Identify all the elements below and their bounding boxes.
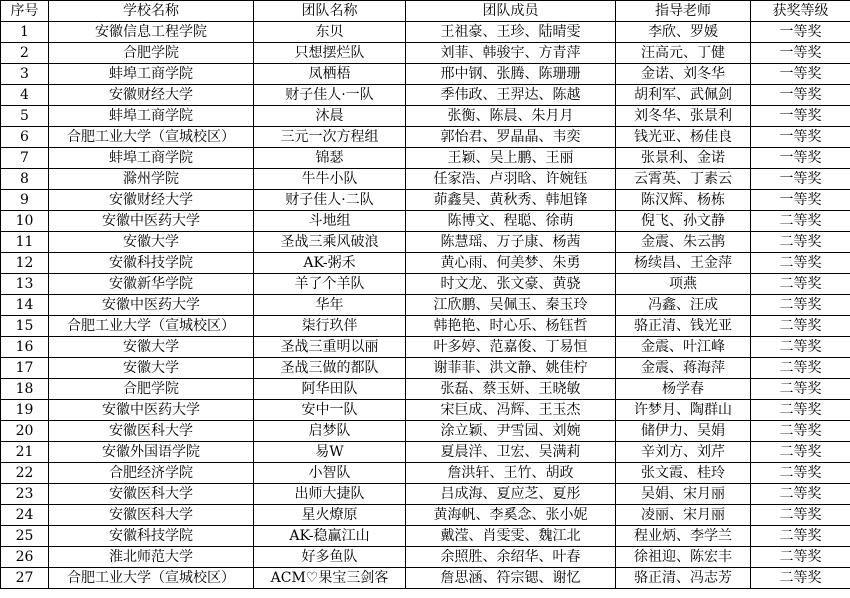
- cell-school: 淮北师范大学: [49, 547, 254, 568]
- cell-members: 詹洪轩、王竹、胡政: [406, 463, 616, 484]
- cell-advisors: 程业炳、李学兰: [616, 526, 751, 547]
- cell-index: 13: [1, 274, 49, 295]
- cell-team: 只想摆烂队: [254, 43, 406, 64]
- cell-index: 11: [1, 232, 49, 253]
- cell-team: 锦瑟: [254, 148, 406, 169]
- cell-school: 合肥学院: [49, 43, 254, 64]
- cell-advisors: 金震、叶江峰: [616, 337, 751, 358]
- cell-index: 21: [1, 442, 49, 463]
- cell-team: 星火燎原: [254, 505, 406, 526]
- cell-members: 江欣鹏、吴佩玉、秦玉玲: [406, 295, 616, 316]
- cell-award: 二等奖: [751, 379, 850, 400]
- cell-index: 14: [1, 295, 49, 316]
- cell-advisors: 胡利军、武佩剑: [616, 85, 751, 106]
- cell-advisors: 杨续昌、王金萍: [616, 253, 751, 274]
- cell-index: 16: [1, 337, 49, 358]
- cell-team: 圣战三重明以丽: [254, 337, 406, 358]
- cell-school: 安徽外国语学院: [49, 442, 254, 463]
- header-index: 序号: [1, 1, 49, 22]
- cell-award: 一等奖: [751, 43, 850, 64]
- cell-team: 华年: [254, 295, 406, 316]
- cell-index: 24: [1, 505, 49, 526]
- table-row: [1, 442, 850, 463]
- cell-award: 二等奖: [751, 568, 850, 589]
- cell-advisors: 金震、朱云鹊: [616, 232, 751, 253]
- cell-advisors: 陈汉辉、杨栋: [616, 190, 751, 211]
- cell-index: 10: [1, 211, 49, 232]
- table-row: [1, 568, 850, 589]
- cell-members: 郭怡君、罗晶晶、韦奕: [406, 127, 616, 148]
- cell-advisors: 储伊力、吴娟: [616, 421, 751, 442]
- table-row: [1, 64, 850, 85]
- cell-school: 安徽大学: [49, 232, 254, 253]
- cell-members: 任家浩、卢羽晗、许婉钰: [406, 169, 616, 190]
- table-row: [1, 400, 850, 421]
- cell-school: 合肥工业大学（宣城校区）: [49, 316, 254, 337]
- cell-members: 张磊、蔡玉妍、王晓敏: [406, 379, 616, 400]
- cell-school: 安徽中医药大学: [49, 295, 254, 316]
- header-advisors: 指导老师: [616, 1, 751, 22]
- cell-team: 安中一队: [254, 400, 406, 421]
- cell-members: 刘菲、韩骏宇、方青萍: [406, 43, 616, 64]
- cell-school: 合肥经济学院: [49, 463, 254, 484]
- cell-school: 蚌埠工商学院: [49, 106, 254, 127]
- cell-advisors: 金震、蒋海萍: [616, 358, 751, 379]
- cell-award: 二等奖: [751, 505, 850, 526]
- cell-advisors: 冯鑫、汪成: [616, 295, 751, 316]
- cell-school: 安徽中医药大学: [49, 400, 254, 421]
- cell-members: 夏晨洋、卫宏、吴满莉: [406, 442, 616, 463]
- cell-members: 叶多婷、范嘉俊、丁易恒: [406, 337, 616, 358]
- cell-school: 安徽信息工程学院: [49, 22, 254, 43]
- cell-advisors: 许梦月、陶群山: [616, 400, 751, 421]
- cell-members: 韩艳艳、时心乐、杨钰哲: [406, 316, 616, 337]
- cell-award: 一等奖: [751, 22, 850, 43]
- table-row: [1, 85, 850, 106]
- cell-advisors: 项燕: [616, 274, 751, 295]
- cell-award: 二等奖: [751, 463, 850, 484]
- table-row: [1, 148, 850, 169]
- cell-award: 二等奖: [751, 316, 850, 337]
- cell-advisors: 骆正清、冯志芳: [616, 568, 751, 589]
- cell-index: 6: [1, 127, 49, 148]
- table-row: [1, 274, 850, 295]
- cell-advisors: 辛刘方、刘芹: [616, 442, 751, 463]
- cell-index: 27: [1, 568, 49, 589]
- cell-award: 一等奖: [751, 106, 850, 127]
- cell-advisors: 李欣、罗媛: [616, 22, 751, 43]
- cell-members: 詹思涵、符宗锶、谢忆: [406, 568, 616, 589]
- table-row: [1, 211, 850, 232]
- table-row: [1, 421, 850, 442]
- table-row: [1, 358, 850, 379]
- cell-team: AK-粥禾: [254, 253, 406, 274]
- cell-award: 二等奖: [751, 400, 850, 421]
- table-body: [1, 22, 850, 589]
- cell-school: 安徽科技学院: [49, 253, 254, 274]
- cell-award: 二等奖: [751, 358, 850, 379]
- table-row: [1, 295, 850, 316]
- cell-award: 二等奖: [751, 253, 850, 274]
- cell-index: 25: [1, 526, 49, 547]
- cell-award: 二等奖: [751, 442, 850, 463]
- cell-award: 二等奖: [751, 295, 850, 316]
- cell-index: 9: [1, 190, 49, 211]
- cell-school: 安徽财经大学: [49, 85, 254, 106]
- cell-team: 启梦队: [254, 421, 406, 442]
- table-row: [1, 22, 850, 43]
- cell-members: 戴滢、肖雯雯、魏江北: [406, 526, 616, 547]
- cell-award: 一等奖: [751, 169, 850, 190]
- cell-award: 一等奖: [751, 190, 850, 211]
- table-row: [1, 43, 850, 64]
- cell-school: 安徽医科大学: [49, 484, 254, 505]
- table-row: [1, 484, 850, 505]
- table-row: [1, 127, 850, 148]
- cell-members: 涂立颖、尹雪园、刘婉: [406, 421, 616, 442]
- cell-team: 阿华田队: [254, 379, 406, 400]
- cell-award: 二等奖: [751, 211, 850, 232]
- cell-advisors: 骆正清、钱光亚: [616, 316, 751, 337]
- cell-advisors: 徐祖迎、陈宏丰: [616, 547, 751, 568]
- cell-advisors: 刘冬华、张景利: [616, 106, 751, 127]
- cell-members: 季伟政、王羿达、陈越: [406, 85, 616, 106]
- cell-team: ACM♡果宝三剑客: [254, 568, 406, 589]
- cell-team: 出师大捷队: [254, 484, 406, 505]
- cell-school: 安徽财经大学: [49, 190, 254, 211]
- cell-members: 黄心雨、何美梦、朱勇: [406, 253, 616, 274]
- cell-members: 余照胜、余绍华、叶春: [406, 547, 616, 568]
- cell-members: 陈博文、程聪、徐萌: [406, 211, 616, 232]
- cell-team: 圣战三乘风破浪: [254, 232, 406, 253]
- header-award: 获奖等级: [751, 1, 850, 22]
- cell-award: 一等奖: [751, 85, 850, 106]
- cell-team: 三元一次方程组: [254, 127, 406, 148]
- table-row: [1, 463, 850, 484]
- table-row: [1, 190, 850, 211]
- cell-award: 二等奖: [751, 232, 850, 253]
- cell-members: 王颖、吴上鹏、王丽: [406, 148, 616, 169]
- table-row: [1, 232, 850, 253]
- cell-index: 2: [1, 43, 49, 64]
- cell-members: 黄海帆、李奚念、张小妮: [406, 505, 616, 526]
- header-row: [1, 1, 850, 22]
- header-team: 团队名称: [254, 1, 406, 22]
- cell-index: 4: [1, 85, 49, 106]
- cell-members: 宋巨成、冯辉、王玉杰: [406, 400, 616, 421]
- cell-award: 一等奖: [751, 127, 850, 148]
- cell-school: 合肥工业大学（宣城校区）: [49, 568, 254, 589]
- cell-team: 小智队: [254, 463, 406, 484]
- cell-advisors: 杨学春: [616, 379, 751, 400]
- cell-advisors: 张景利、金诺: [616, 148, 751, 169]
- cell-award: 一等奖: [751, 64, 850, 85]
- cell-team: AK-稳赢江山: [254, 526, 406, 547]
- cell-award: 二等奖: [751, 274, 850, 295]
- table-row: [1, 106, 850, 127]
- cell-award: 二等奖: [751, 484, 850, 505]
- table-row: [1, 547, 850, 568]
- cell-index: 23: [1, 484, 49, 505]
- cell-school: 滁州学院: [49, 169, 254, 190]
- header-members: 团队成员: [406, 1, 616, 22]
- cell-advisors: 钱光亚、杨佳良: [616, 127, 751, 148]
- cell-award: 二等奖: [751, 421, 850, 442]
- cell-team: 斗地组: [254, 211, 406, 232]
- cell-advisors: 张文霞、桂玲: [616, 463, 751, 484]
- cell-award: 一等奖: [751, 148, 850, 169]
- table-row: [1, 379, 850, 400]
- cell-team: 东贝: [254, 22, 406, 43]
- cell-award: 二等奖: [751, 526, 850, 547]
- cell-team: 牛牛小队: [254, 169, 406, 190]
- cell-advisors: 倪飞、孙文静: [616, 211, 751, 232]
- cell-index: 8: [1, 169, 49, 190]
- cell-index: 15: [1, 316, 49, 337]
- cell-index: 26: [1, 547, 49, 568]
- cell-team: 圣战三做的都队: [254, 358, 406, 379]
- cell-members: 时文龙、张文豪、黄骁: [406, 274, 616, 295]
- cell-index: 20: [1, 421, 49, 442]
- table-row: [1, 169, 850, 190]
- table-row: [1, 526, 850, 547]
- cell-index: 18: [1, 379, 49, 400]
- cell-advisors: 云霄英、丁素云: [616, 169, 751, 190]
- cell-school: 安徽科技学院: [49, 526, 254, 547]
- cell-index: 1: [1, 22, 49, 43]
- cell-members: 谢菲菲、洪文静、姚佳柠: [406, 358, 616, 379]
- table-row: [1, 253, 850, 274]
- cell-index: 22: [1, 463, 49, 484]
- cell-team: 羊了个羊队: [254, 274, 406, 295]
- cell-members: 王祖豪、王珍、陆晴雯: [406, 22, 616, 43]
- cell-team: 好多鱼队: [254, 547, 406, 568]
- cell-school: 安徽大学: [49, 358, 254, 379]
- cell-team: 柒行玖伴: [254, 316, 406, 337]
- cell-team: 易W: [254, 442, 406, 463]
- cell-index: 5: [1, 106, 49, 127]
- cell-school: 安徽中医药大学: [49, 211, 254, 232]
- cell-team: 财子佳人·一队: [254, 85, 406, 106]
- cell-members: 陈慧瑶、万子康、杨茜: [406, 232, 616, 253]
- cell-members: 茆鑫昊、黄秋秀、韩旭锋: [406, 190, 616, 211]
- cell-school: 蚌埠工商学院: [49, 64, 254, 85]
- cell-team: 沐晨: [254, 106, 406, 127]
- cell-school: 合肥学院: [49, 379, 254, 400]
- cell-members: 吕成海、夏应芝、夏彤: [406, 484, 616, 505]
- cell-members: 邢中钢、张腾、陈珊珊: [406, 64, 616, 85]
- table-row: [1, 505, 850, 526]
- cell-team: 财子佳人·二队: [254, 190, 406, 211]
- cell-index: 7: [1, 148, 49, 169]
- cell-school: 蚌埠工商学院: [49, 148, 254, 169]
- cell-award: 二等奖: [751, 337, 850, 358]
- cell-members: 张衡、陈晨、朱月月: [406, 106, 616, 127]
- cell-advisors: 吴娟、宋月丽: [616, 484, 751, 505]
- cell-team: 凤栖梧: [254, 64, 406, 85]
- cell-index: 17: [1, 358, 49, 379]
- cell-index: 12: [1, 253, 49, 274]
- cell-school: 合肥工业大学（宣城校区）: [49, 127, 254, 148]
- table-row: [1, 337, 850, 358]
- header-school: 学校名称: [49, 1, 254, 22]
- cell-award: 二等奖: [751, 547, 850, 568]
- cell-index: 19: [1, 400, 49, 421]
- cell-school: 安徽医科大学: [49, 505, 254, 526]
- cell-advisors: 金诺、刘冬华: [616, 64, 751, 85]
- cell-index: 3: [1, 64, 49, 85]
- cell-advisors: 汪高元、丁健: [616, 43, 751, 64]
- cell-school: 安徽大学: [49, 337, 254, 358]
- table-row: [1, 316, 850, 337]
- cell-school: 安徽医科大学: [49, 421, 254, 442]
- cell-advisors: 凌丽、宋月丽: [616, 505, 751, 526]
- cell-school: 安徽新华学院: [49, 274, 254, 295]
